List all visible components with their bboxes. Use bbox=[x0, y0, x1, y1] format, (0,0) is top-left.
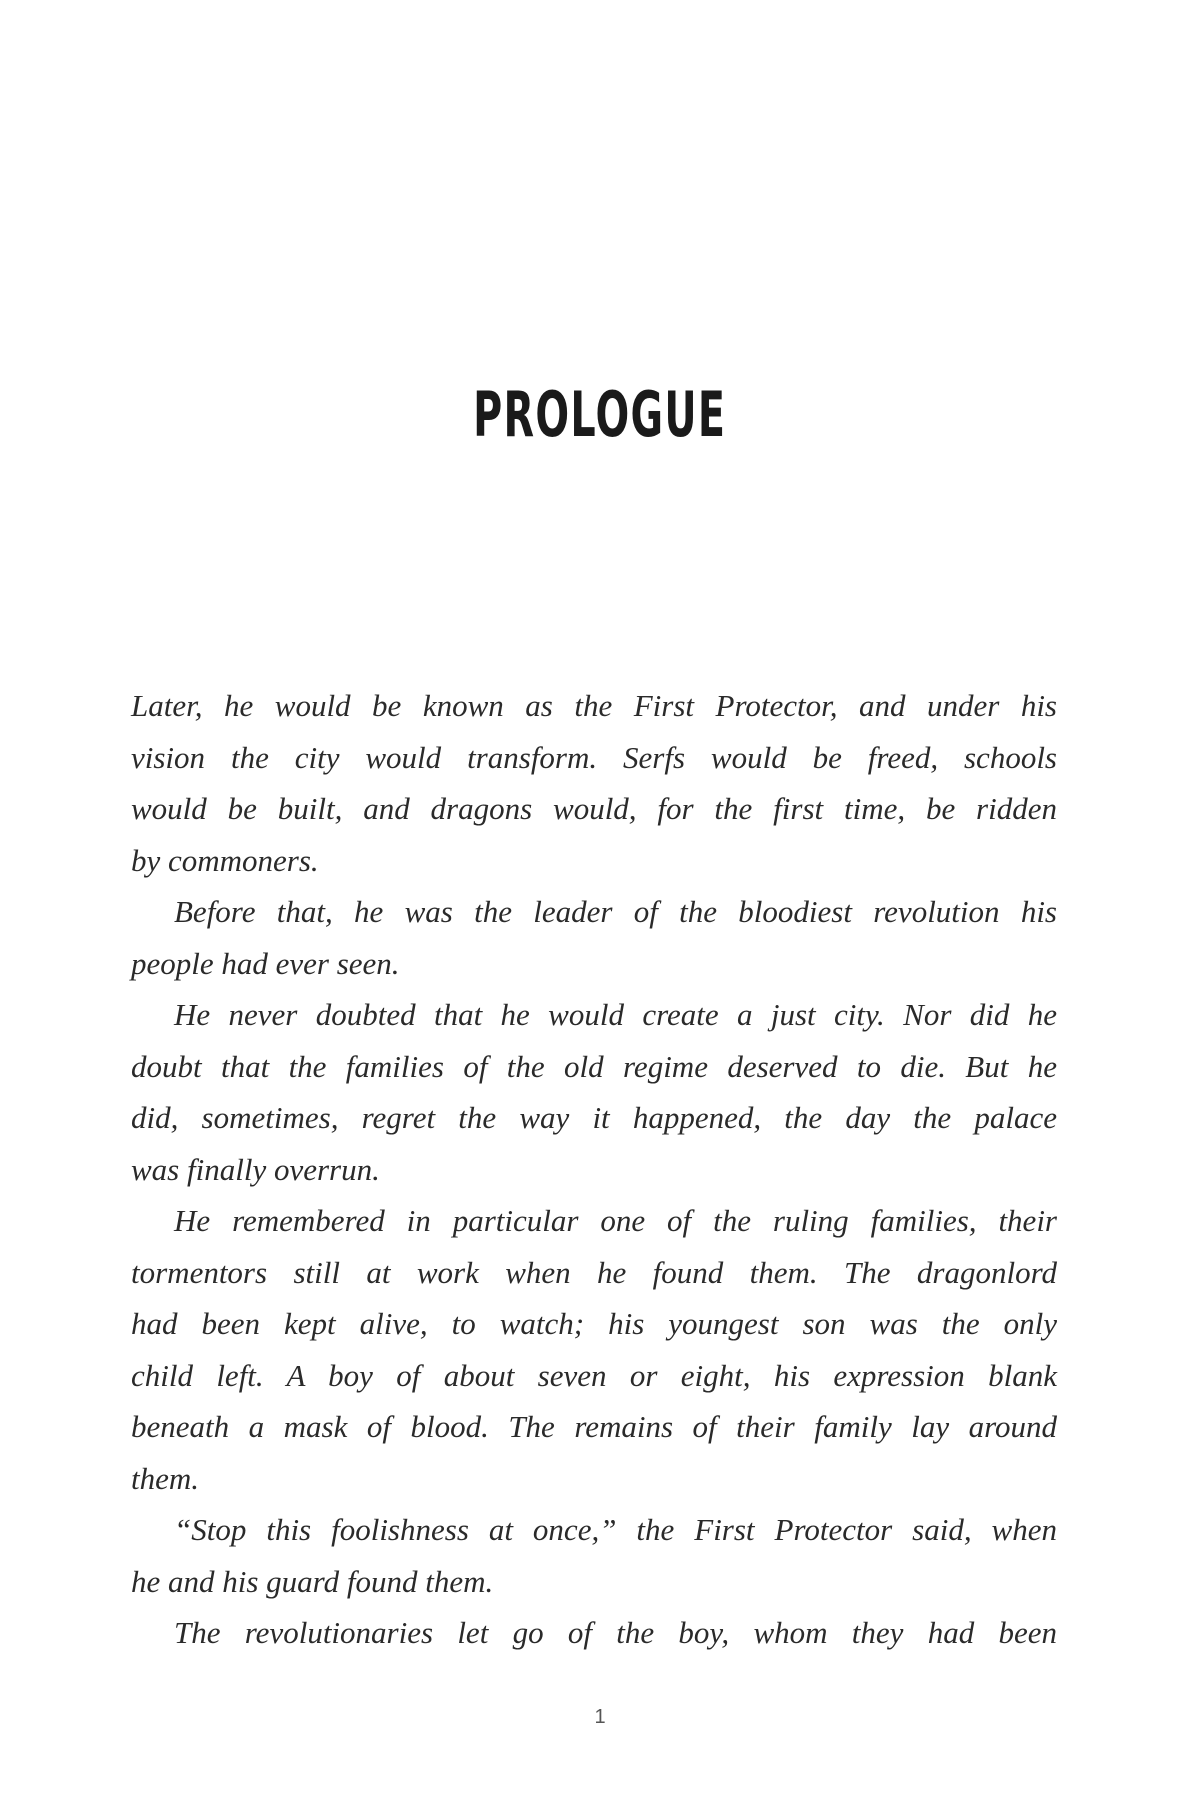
text-line: Later, he would be known as the First Protector, and under his bbox=[131, 688, 1057, 723]
body-text bbox=[131, 680, 1057, 1659]
text-line: people had ever seen. bbox=[131, 945, 400, 981]
text-line: The revolutionaries let go of the boy, whom they had been bbox=[174, 1615, 1057, 1650]
text-line: would be built, and dragons would, for the first time, be ridden bbox=[131, 791, 1057, 826]
text-line: “Stop this foolishness at once,” the First Protector said, when bbox=[174, 1512, 1057, 1547]
text-line: he and his guard found them. bbox=[131, 1563, 494, 1599]
text-line: tormentors still at work when he found them. The dragonlord bbox=[131, 1254, 1057, 1290]
page-number: 1 bbox=[594, 1706, 606, 1728]
text-line: He never doubted that he would create a just city. Nor did he bbox=[174, 997, 1057, 1032]
text-line: Before that, he was the leader of the bloodiest revolution his bbox=[174, 894, 1057, 929]
text-line: child left. A boy of about seven or eight, his expression blank bbox=[131, 1357, 1057, 1393]
text-line: He remembered in particular one of the ruling families, their bbox=[174, 1203, 1057, 1238]
text-line: was finally overrun. bbox=[131, 1151, 380, 1187]
text-line: doubt that the families of the old regime deserved to die. But he bbox=[131, 1048, 1057, 1084]
chapter-heading bbox=[0, 378, 1200, 451]
text-line: by commoners. bbox=[131, 842, 319, 878]
text-line: had been kept alive, to watch; his youngest son was the only bbox=[131, 1306, 1057, 1341]
text-line: them. bbox=[131, 1460, 200, 1496]
chapter-title: PROLOGUE bbox=[473, 378, 727, 451]
text-line: did, sometimes, regret the way it happened, the day the palace bbox=[131, 1100, 1057, 1135]
text-line: vision the city would transform. Serfs would be freed, schools bbox=[131, 739, 1057, 775]
text-line: beneath a mask of blood. The remains of their family lay around bbox=[131, 1409, 1057, 1444]
